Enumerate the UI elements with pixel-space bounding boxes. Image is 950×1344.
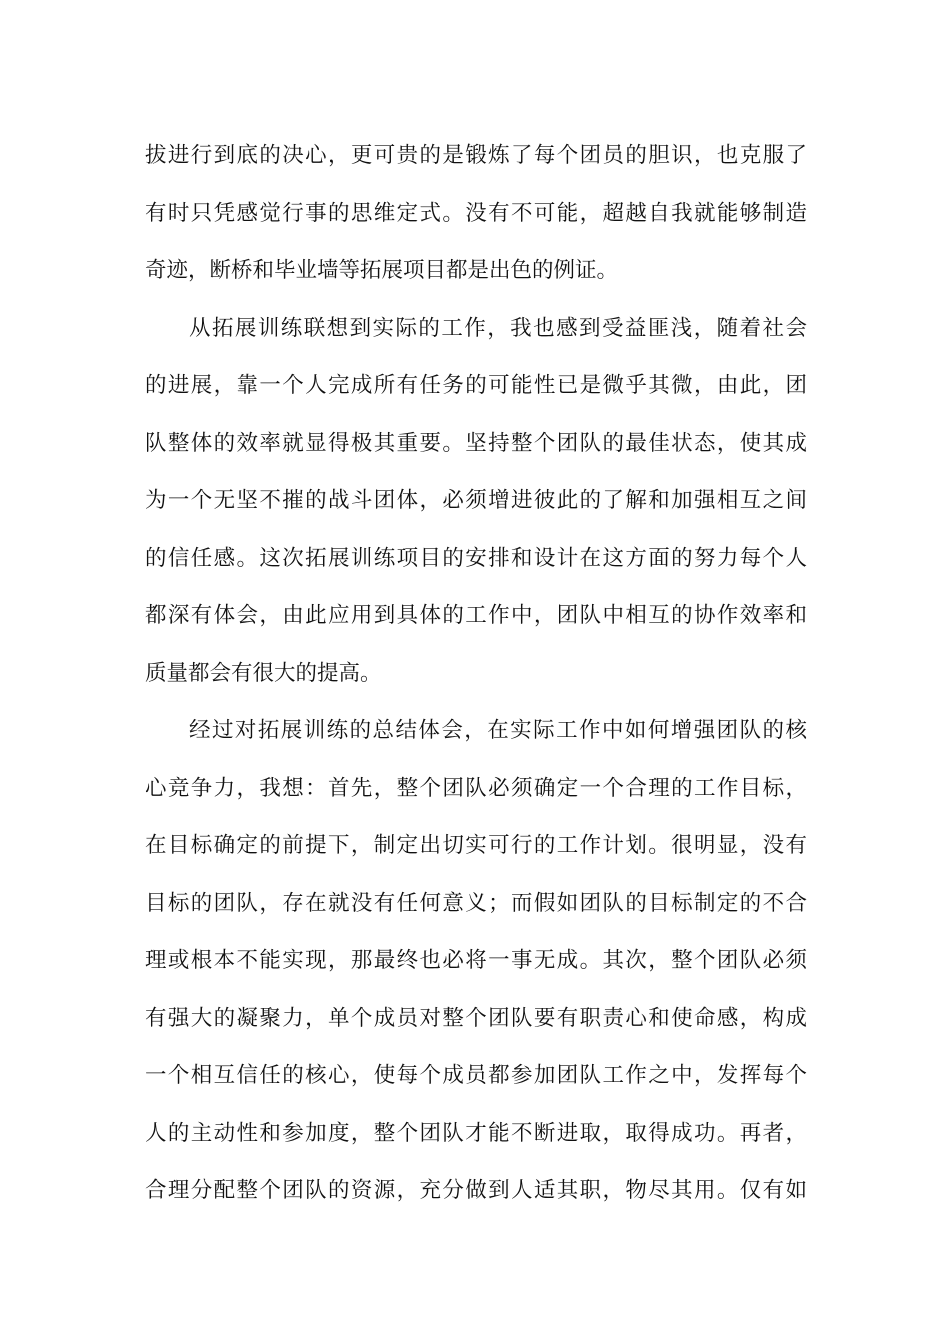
text-line: 有强大的凝聚力，单个成员对整个团队要有职责心和使命感，构成 [145, 1005, 807, 1031]
text-line: 有时只凭感觉行事的思维定式。没有不可能，超越自我就能够制造 [145, 200, 807, 226]
text-line: 理或根本不能实现，那最终也必将一事无成。其次，整个团队必须 [145, 948, 807, 973]
text-line: 人的主动性和参加度，整个团队才能不断进取，取得成功。再者， [145, 1120, 807, 1146]
text-line: 队整体的效率就显得极其重要。坚持整个团队的最佳状态，使其成 [145, 430, 807, 456]
text-line: 目标的团队，存在就没有任何意义；而假如团队的目标制定的不合 [145, 890, 807, 916]
text-line: 的进展，靠一个人完成所有任务的可能性已是微乎其微，由此，团 [145, 373, 807, 398]
text-line: 质量都会有很大的提高。 [145, 660, 382, 686]
text-line: 在目标确定的前提下，制定出切实可行的工作计划。很明显，没有 [145, 833, 807, 858]
text-line: 奇迹，断桥和毕业墙等拓展项目都是出色的例证。 [145, 258, 619, 283]
paragraph-first-line: 从拓展训练联想到实际的工作，我也感到受益匪浅，随着社会 [189, 315, 807, 341]
text-line: 合理分配整个团队的资源，充分做到人适其职，物尽其用。仅有如 [145, 1178, 807, 1203]
text-line: 为一个无坚不摧的战斗团体，必须增进彼此的了解和加强相互之间 [145, 488, 807, 513]
text-line: 心竞争力，我想：首先，整个团队必须确定一个合理的工作目标， [145, 775, 807, 801]
text-line: 都深有体会，由此应用到具体的工作中，团队中相互的协作效率和 [145, 603, 807, 628]
paragraph-first-line: 经过对拓展训练的总结体会，在实际工作中如何增强团队的核 [189, 718, 807, 743]
body-text [145, 127, 807, 1220]
text-line: 的信任感。这次拓展训练项目的安排和设计在这方面的努力每个人 [145, 545, 807, 571]
text-line: 一个相互信任的核心，使每个成员都参加团队工作之中，发挥每个 [145, 1063, 807, 1088]
text-line: 拔进行到底的决心，更可贵的是锻炼了每个团员的胆识，也克服了 [145, 143, 807, 168]
